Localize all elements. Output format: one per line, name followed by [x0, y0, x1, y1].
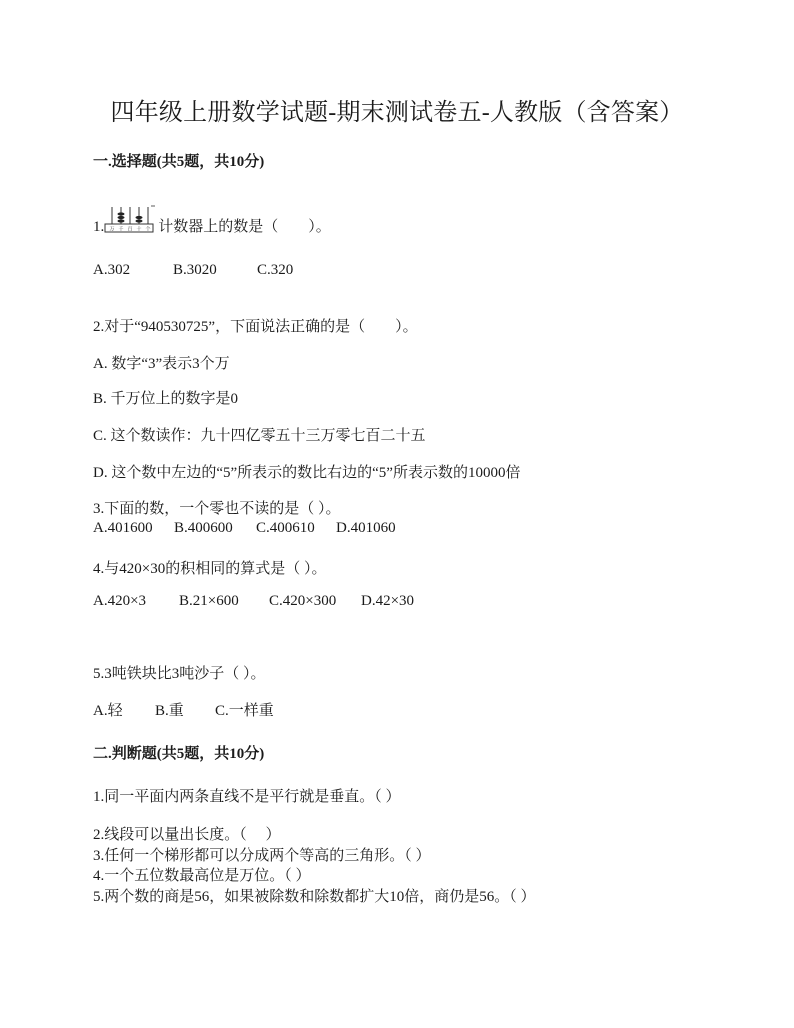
- choice-q3-option-d: D.401060: [336, 520, 396, 536]
- section-judge-title: 二.判断题(共5题，共10分): [93, 746, 265, 762]
- choice-q1-text: 计数器上的数是（ ）。: [158, 219, 331, 235]
- abacus-icon: [104, 205, 156, 235]
- choice-q4-options: [93, 593, 414, 610]
- section-choice-title: 一.选择题(共5题，共10分): [93, 154, 265, 170]
- choice-q4-option-a: A.420×3: [93, 593, 147, 609]
- choice-q4-option-b: B.21×600: [179, 593, 239, 609]
- judge-q1: 1.同一平面内两条直线不是平行就是垂直。（ ）: [93, 789, 401, 805]
- choice-q3-option-b: B.400600: [174, 520, 233, 536]
- judge-q4: 4.一个五位数最高位是万位。（ ）: [93, 868, 311, 884]
- abacus-label-shi: 十: [136, 227, 142, 233]
- choice-q5-options: [93, 699, 274, 720]
- choice-q3-option-c: C.400610: [256, 520, 315, 536]
- choice-q4: 4.与420×30的积相同的算式是（ ）。: [93, 561, 327, 577]
- choice-q5-option-a: A.轻: [93, 703, 123, 719]
- choice-q2-option-a: A. 数字“3”表示3个万: [93, 356, 230, 372]
- choice-q1-option-c: C.320: [257, 262, 294, 278]
- abacus-label-bai: 百: [127, 227, 133, 233]
- choice-q1-options: [93, 262, 293, 279]
- choice-q1: [93, 205, 331, 236]
- judge-q2: 2.线段可以量出长度。（ ）: [93, 827, 281, 843]
- page-title: 四年级上册数学试题-期末测试卷五-人教版（含答案）: [110, 100, 684, 126]
- choice-q4-option-d: D.42×30: [361, 593, 415, 609]
- abacus-label-wan: 万: [109, 227, 115, 233]
- choice-q1-option-b: B.3020: [173, 262, 217, 278]
- choice-q3-option-a: A.401600: [93, 520, 153, 536]
- choice-q1-option-a: A.302: [93, 262, 131, 278]
- choice-q5: 5.3吨铁块比3吨沙子（ ）。: [93, 666, 266, 682]
- choice-q4-option-c: C.420×300: [269, 593, 337, 609]
- choice-q2-option-c: C. 这个数读作：九十四亿零五十三万零七百二十五: [93, 428, 426, 444]
- choice-q1-number: 1.: [93, 219, 105, 235]
- choice-q3-options: [93, 520, 396, 537]
- choice-q2-option-d: D. 这个数中左边的“5”所表示的数比右边的“5”所表示数的10000倍: [93, 465, 521, 481]
- judge-q5: 5.两个数的商是56，如果被除数和除数都扩大10倍，商仍是56。（ ）: [93, 889, 536, 905]
- choice-q2-option-b: B. 千万位上的数字是0: [93, 391, 239, 407]
- choice-q2: 2.对于“940530725”，下面说法正确的是（ ）。: [93, 319, 418, 335]
- choice-q3: 3.下面的数，一个零也不读的是（ ）。: [93, 501, 341, 517]
- choice-q5-option-b: B.重: [155, 703, 184, 719]
- judge-q3: 3.任何一个梯形都可以分成两个等高的三角形。（ ）: [93, 848, 431, 864]
- choice-q5-option-c: C.一样重: [215, 703, 274, 719]
- abacus-label-ge: 个: [145, 227, 151, 233]
- abacus-label-qian: 千: [118, 227, 124, 233]
